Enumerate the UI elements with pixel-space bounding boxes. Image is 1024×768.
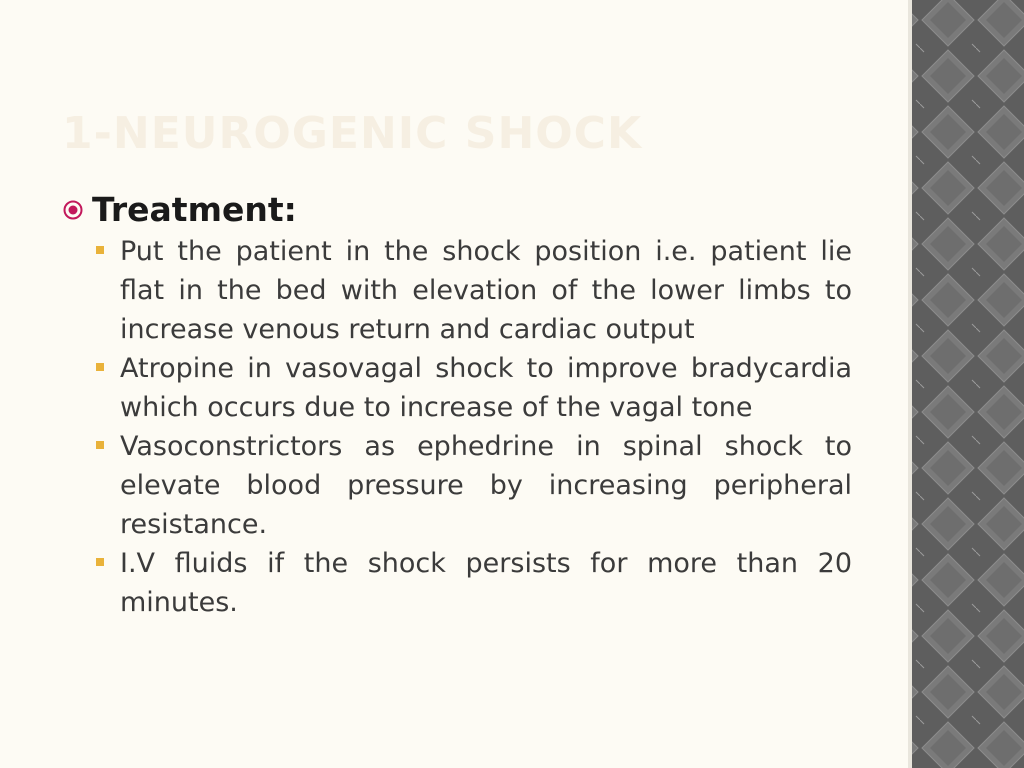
square-bullet-icon bbox=[96, 363, 104, 371]
list-item-text: I.V fluids if the shock persists for more than 20 minutes. bbox=[120, 548, 852, 618]
list-item-text: Vasoconstrictors as ephedrine in spinal shock to elevate blood pressure by increasing peripheral resistance. bbox=[120, 431, 852, 540]
decorative-sidebar bbox=[912, 0, 1024, 768]
square-bullet-icon bbox=[96, 558, 104, 566]
list-item bbox=[96, 544, 852, 622]
list-item bbox=[96, 427, 852, 544]
treatment-heading bbox=[62, 190, 297, 229]
list-item-text: Atropine in vasovagal shock to improve bradycardia which occurs due to increase of the vagal tone bbox=[120, 353, 852, 423]
circle-dot-icon bbox=[62, 199, 84, 221]
heading-text: Treatment: bbox=[92, 190, 297, 229]
list-item bbox=[96, 349, 852, 427]
diamond-pattern-icon bbox=[912, 0, 1024, 768]
list-item bbox=[96, 232, 852, 349]
list-item-text: Put the patient in the shock position i.e. patient lie flat in the bed with elevation of the lower limbs to increase venous return and cardiac output bbox=[120, 236, 852, 345]
treatment-list bbox=[96, 232, 852, 622]
slide-title: 1-NEUROGENIC SHOCK bbox=[62, 108, 643, 159]
square-bullet-icon bbox=[96, 441, 104, 449]
square-bullet-icon bbox=[96, 246, 104, 254]
